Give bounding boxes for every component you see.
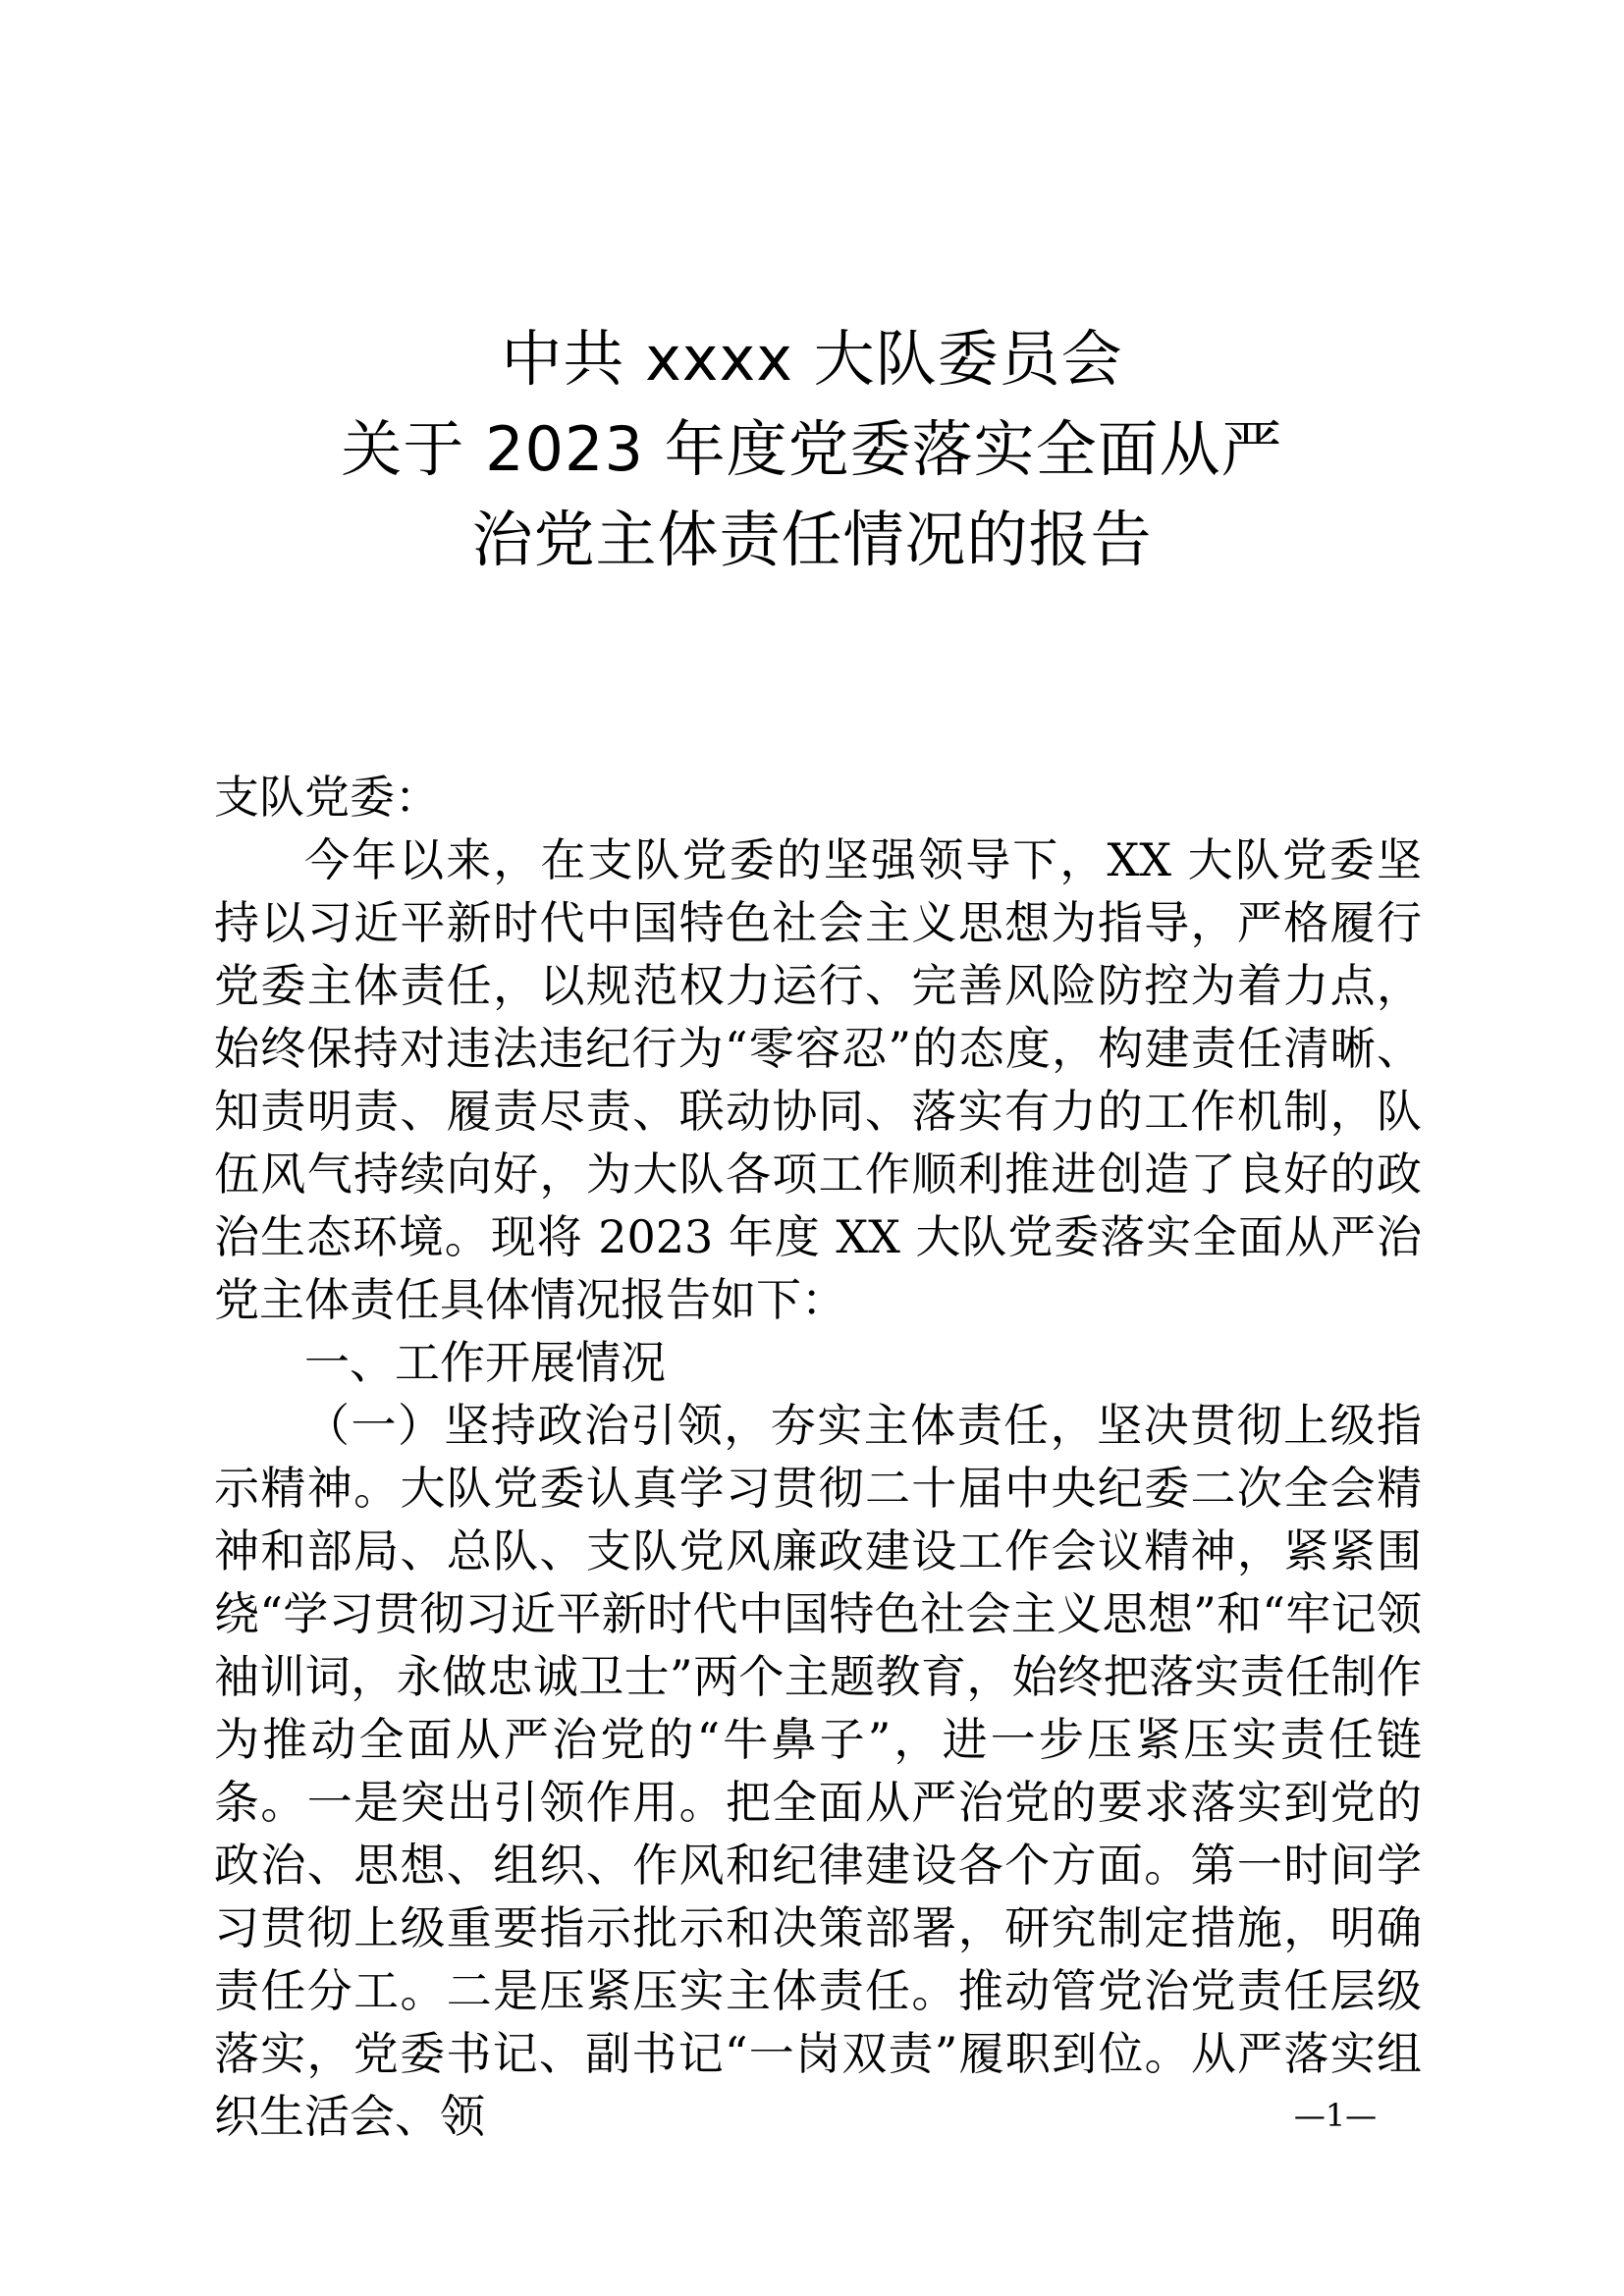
page-number: —1— <box>1293 2097 1378 2134</box>
title-line-2: 关于 2023 年度党委落实全面从严 <box>341 413 1283 485</box>
intro-paragraph: 今年以来，在支队党委的坚强领导下，XX 大队党委坚持以习近平新时代中国特色社会主义思想为指导，严格履行党委主体责任，以规范权力运行、完善风险防控为着力点，始终保持对违法违纪行为“零容忍”的态度，构建责任清晰、知责明责、履责尽责、联动协同、落实有力的工作机制，队伍风气持续向好，为大队各项工作顺利推进创造了良好的政治生态环境。现将 2023 年度 XX 大队党委落实全面从严治党主体责任具体情况报告如下： <box>214 833 1422 1326</box>
report-body <box>214 766 1422 2148</box>
title-line-1: 中共 xxxx 大队委员会 <box>501 323 1123 395</box>
section-heading: 一、工作开展情况 <box>304 1336 666 1389</box>
section-paragraph: （一）坚持政治引领，夯实主体责任，坚决贯彻上级指示精神。大队党委认真学习贯彻二十届中央纪委二次全会精神和部局、总队、支队党风廉政建设工作会议精神，紧紧围绕“学习贯彻习近平新时代中国特色社会主义思想”和“牢记领袖训词，永做忠诚卫士”两个主题教育，始终把落实责任制作为推动全面从严治党的“牛鼻子”，进一步压紧压实责任链条。一是突出引领作用。把全面从严治党的要求落实到党的政治、思想、组织、作风和纪律建设各个方面。第一时间学习贯彻上级重要指示批示和决策部署，研究制定措施，明确责任分工。二是压紧压实主体责任。推动管党治党责任层级落实，党委书记、副书记“一岗双责”履职到位。从严落实组织生活会、领 <box>214 1399 1422 2143</box>
report-title <box>0 314 1624 585</box>
title-line-3: 治党主体责任情况的报告 <box>471 504 1153 575</box>
salutation: 支队党委： <box>214 771 440 824</box>
